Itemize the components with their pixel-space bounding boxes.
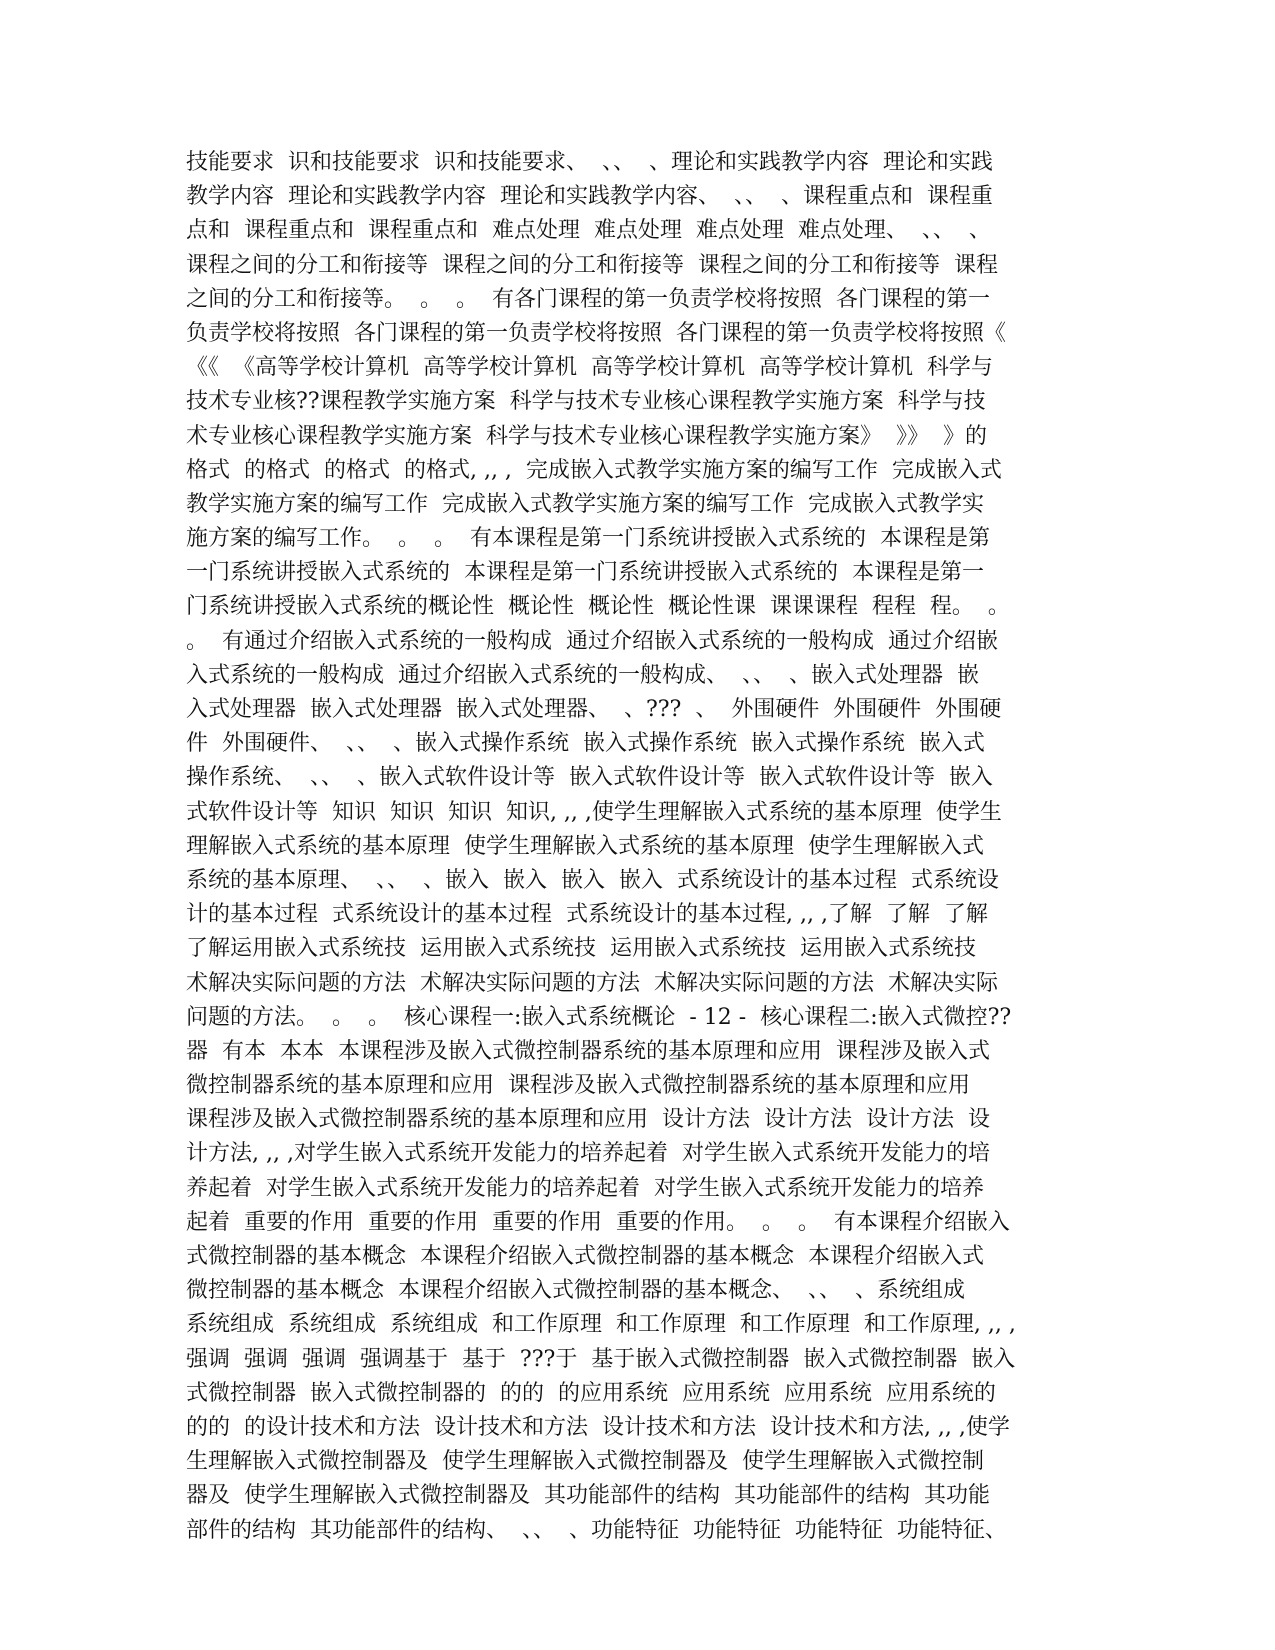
text-line: 计方法, ,, ,对学生嵌入式系统开发能力的培养起着 对学生嵌入式系统开发能力的培 [186,1141,990,1167]
text-line: 问题的方法。 。 。 核心课程一:嵌入式系统概论 - 12 - 核心课程二:嵌入式微控?? [186,1004,1012,1030]
text-line: 教学内容 理论和实践教学内容 理论和实践教学内容、 、、 、课程重点和 课程重 [186,184,993,210]
text-line: 式微控制器的基本概念 本课程介绍嵌入式微控制器的基本概念 本课程介绍嵌入式 [186,1244,984,1269]
text-line: 了解运用嵌入式系统技 运用嵌入式系统技 运用嵌入式系统技 运用嵌入式系统技 [186,936,976,962]
text-line: 《《 《高等学校计算机 高等学校计算机 高等学校计算机 高等学校计算机 科学与 [186,355,993,381]
text-line: 系统组成 系统组成 系统组成 和工作原理 和工作原理 和工作原理 和工作原理, ,, , [186,1312,1016,1338]
text-line: 技术专业核??课程教学实施方案 科学与技术专业核心课程教学实施方案 科学与技 [186,389,986,415]
text-line: 器 有本 本本 本课程涉及嵌入式微控制器系统的基本原理和应用 课程涉及嵌入式 [186,1038,990,1064]
text-line: 理解嵌入式系统的基本原理 使学生理解嵌入式系统的基本原理 使学生理解嵌入式 [186,833,984,859]
text-line: 微控制器的基本概念 本课程介绍嵌入式微控制器的基本概念、 、、 、系统组成 [186,1278,965,1304]
text-line: 门系统讲授嵌入式系统的概论性 概论性 概论性 概论性课 课课课程 程程 程。 。 [186,594,1010,620]
text-line: 生理解嵌入式微控制器及 使学生理解嵌入式微控制器及 使学生理解嵌入式微控制 [186,1449,984,1475]
text-line: 计的基本过程 式系统设计的基本过程 式系统设计的基本过程, ,, ,了解 了解 了解 [186,902,988,928]
text-line: 。 有通过介绍嵌入式系统的一般构成 通过介绍嵌入式系统的一般构成 通过介绍嵌 [186,628,998,654]
text-line: 术解决实际问题的方法 术解决实际问题的方法 术解决实际问题的方法 术解决实际 [186,970,998,996]
text-line: 之间的分工和衔接等。 。 。 有各门课程的第一负责学校将按照 各门课程的第一 [186,286,990,312]
text-line: 课程之间的分工和衔接等 课程之间的分工和衔接等 课程之间的分工和衔接等 课程 [186,252,998,278]
text-line: 教学实施方案的编写工作 完成嵌入式教学实施方案的编写工作 完成嵌入式教学实 [186,491,984,517]
text-line: 件 外围硬件、 、、 、嵌入式操作系统 嵌入式操作系统 嵌入式操作系统 嵌入式 [186,731,985,757]
text-line: 入式系统的一般构成 通过介绍嵌入式系统的一般构成、 、、 、嵌入式处理器 嵌 [186,662,979,688]
text-line: 系统的基本原理、 、、 、嵌入 嵌入 嵌入 嵌入 式系统设计的基本过程 式系统设 [186,867,999,893]
text-line: 负责学校将按照 各门课程的第一负责学校将按照 各门课程的第一负责学校将按照《 [186,320,1006,346]
text-line: 器及 使学生理解嵌入式微控制器及 其功能部件的结构 其功能部件的结构 其功能 [186,1483,990,1509]
text-line: 强调 强调 强调 强调基于 基于 ???于 基于嵌入式微控制器 嵌入式微控制器 嵌入 [186,1346,1016,1372]
body-text [186,146,1086,1548]
text-line: 的的 的设计技术和方法 设计技术和方法 设计技术和方法 设计技术和方法, ,, ,使学 [186,1414,1010,1440]
text-line: 养起着 对学生嵌入式系统开发能力的培养起着 对学生嵌入式系统开发能力的培养 [186,1175,984,1201]
text-line: 术专业核心课程教学实施方案 科学与技术专业核心课程教学实施方案》 》》 》的 [186,423,987,449]
text-line: 格式 的格式 的格式 的格式, ,, , 完成嵌入式教学实施方案的编写工作 完成嵌入式 [186,457,1002,483]
text-line: 微控制器系统的基本原理和应用 课程涉及嵌入式微控制器系统的基本原理和应用 [186,1073,970,1099]
text-line: 施方案的编写工作。 。 。 有本课程是第一门系统讲授嵌入式系统的 本课程是第 [186,526,990,552]
text-line: 入式处理器 嵌入式处理器 嵌入式处理器、 、??? 、 外围硬件 外围硬件 外围硬 [186,697,1002,722]
text-line: 技能要求 识和技能要求 识和技能要求、 、、 、理论和实践教学内容 理论和实践 [186,150,993,175]
text-line: 式软件设计等 知识 知识 知识 知识, ,, ,使学生理解嵌入式系统的基本原理 使学生 [186,799,1002,825]
text-line: 式微控制器 嵌入式微控制器的 的的 的应用系统 应用系统 应用系统 应用系统的 [186,1380,996,1406]
text-line: 点和 课程重点和 课程重点和 难点处理 难点处理 难点处理 难点处理、 、、 、 [186,218,991,244]
text-line: 课程涉及嵌入式微控制器系统的基本原理和应用 设计方法 设计方法 设计方法 设 [186,1107,990,1133]
text-line: 起着 重要的作用 重要的作用 重要的作用 重要的作用。 。 。 有本课程介绍嵌入 [186,1209,1010,1235]
text-line: 操作系统、 、、 、嵌入式软件设计等 嵌入式软件设计等 嵌入式软件设计等 嵌入 [186,765,993,791]
text-line: 一门系统讲授嵌入式系统的 本课程是第一门系统讲授嵌入式系统的 本课程是第一 [186,560,984,586]
text-line: 部件的结构 其功能部件的结构、 、、 、功能特征 功能特征 功能特征 功能特征、 [186,1517,1007,1543]
